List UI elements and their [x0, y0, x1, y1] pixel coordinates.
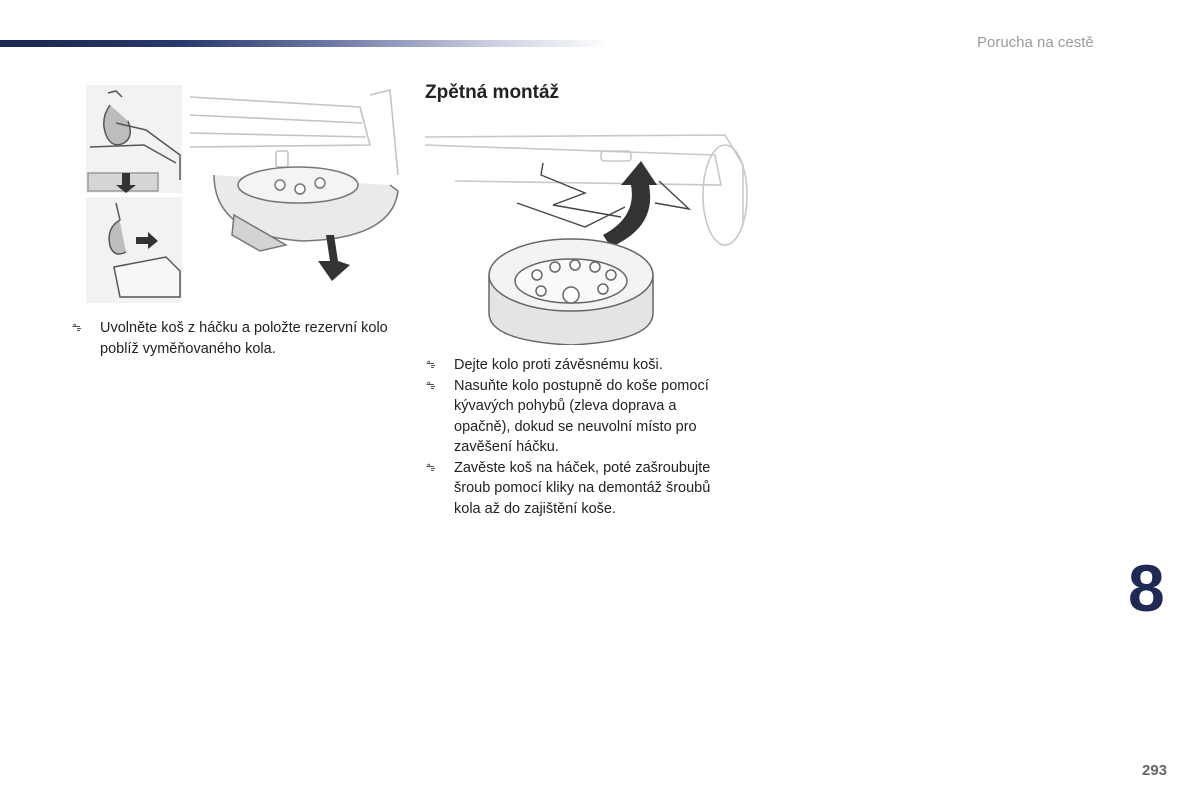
- spare-wheel: [214, 167, 398, 251]
- instruction-list-right: [426, 355, 736, 519]
- arrow-icon: [318, 235, 350, 281]
- list-item: [426, 458, 736, 520]
- list-item: [426, 355, 736, 376]
- section-title: Porucha na cestě: [977, 34, 1094, 51]
- arrow-icon: [603, 161, 657, 247]
- instruction-text: Nasuňte kolo postupně do koše pomocí kývavých pohybů (zleva doprava a opačně), dokud se neuvolní místo pro zavěšení háčku.: [454, 377, 709, 455]
- chapter-number: 8: [1128, 551, 1165, 625]
- header-gradient-bar: [0, 40, 610, 47]
- instruction-text: Uvolněte koš z háčku a položte rezervní kolo poblíž vyměňovaného kola.: [100, 320, 388, 357]
- hook-detail-illustration: [86, 85, 182, 303]
- hand-pointer-icon: [426, 360, 438, 370]
- hand-pointer-icon: [426, 463, 438, 473]
- section-heading-reassembly: Zpětná montáž: [425, 82, 560, 103]
- hand-pointer-icon: [426, 381, 438, 391]
- list-item: [72, 318, 392, 359]
- instruction-text: Zavěste koš na háček, poté zašroubujte šroub pomocí kliky na demontáž šroubů kola až do zajištění koše.: [454, 459, 711, 517]
- hand-pointer-icon: [72, 323, 84, 333]
- wheel-reassembly-illustration: [425, 125, 753, 345]
- spare-wheel: [489, 239, 653, 345]
- list-item: [426, 376, 736, 458]
- basket-frame: [517, 163, 689, 227]
- page-number: 293: [1142, 762, 1168, 779]
- spare-wheel-lowering-illustration: [190, 85, 400, 290]
- instruction-list-left: [72, 318, 392, 359]
- instruction-text: Dejte kolo proti závěsnému koši.: [454, 357, 663, 373]
